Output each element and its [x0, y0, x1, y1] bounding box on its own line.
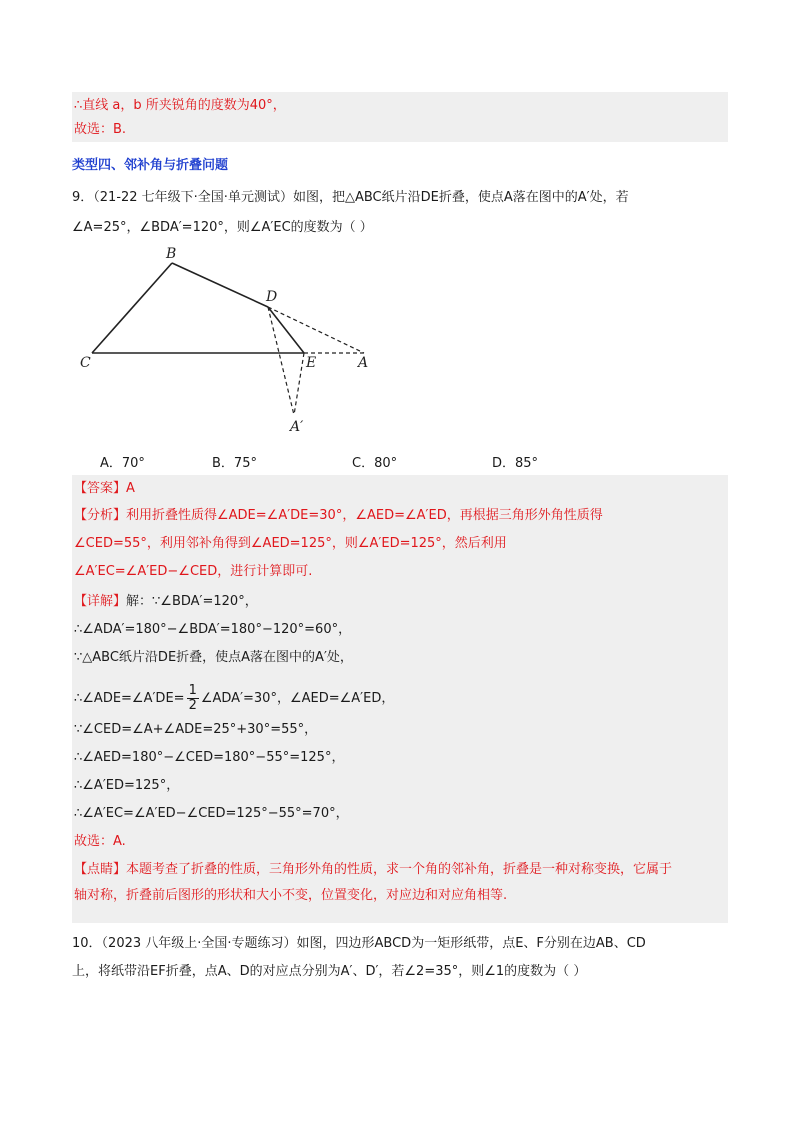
step-1: ∴∠ADA′=180°−∠BDA′=180°−120°=60°，: [74, 622, 352, 637]
label-d: D: [266, 289, 278, 305]
detail-intro-text: 解：∵∠BDA′=120°，: [126, 594, 258, 609]
q9-option-d: D．85°: [492, 456, 539, 471]
analysis-line2: ∠CED=55°，利用邻补角得到∠AED=125°，则∠A′ED=125°，然后利用: [74, 536, 507, 551]
step-5: ∴∠AED=180°−∠CED=180°−55°=125°，: [74, 750, 345, 765]
previous-choice: 故选：B.: [74, 122, 127, 137]
q9-option-a: A．70°: [100, 456, 145, 471]
comment-line1: 【点睛】本题考查了折叠的性质，三角形外角的性质，求一个角的邻补角，折叠是一种对称变换，它属于: [74, 862, 673, 877]
label-a: A: [358, 355, 369, 371]
detail-intro: 【详解】解：∵∠BDA′=120°，: [74, 594, 258, 609]
comment-line2: 轴对称，折叠前后图形的形状和大小不变，位置变化，对应边和对应角相等.: [74, 888, 508, 903]
q10-stem-line1: 10．（2023 八年级上·全国·专题练习）如图，四边形ABCD为一矩形纸带，点E、F分别在边AB、CD: [72, 936, 646, 951]
label-e: E: [306, 355, 317, 371]
analysis-line3: ∠A′EC=∠A′ED−∠CED，进行计算即可.: [74, 564, 313, 579]
q9-option-b: B．75°: [212, 456, 257, 471]
section-title: 类型四、邻补角与折叠问题: [72, 158, 229, 173]
label-b: B: [166, 246, 177, 262]
q10-stem-line2: 上，将纸带沿EF折叠，点A、D的对应点分别为A′、D′，若∠2=35°，则∠1的度数为（ ）: [72, 964, 587, 979]
q9-triangle-figure: [72, 245, 392, 445]
label-c: C: [80, 355, 91, 371]
q9-option-c: C．80°: [352, 456, 398, 471]
step-6: ∴∠A′ED=125°，: [74, 778, 180, 793]
label-a-prime: A′: [290, 419, 304, 435]
q9-stem-line2: ∠A=25°，∠BDA′=120°，则∠A′EC的度数为（ ）: [72, 220, 373, 235]
analysis-line1: 【分析】利用折叠性质得∠ADE=∠A′DE=30°，∠AED=∠A′ED，再根据三角形外角性质得: [74, 508, 603, 523]
answer-line: 【答案】A: [74, 481, 135, 496]
previous-conclusion: ∴直线 a，b 所夹锐角的度数为40°，: [74, 98, 286, 113]
step-8: 故选：A.: [74, 834, 126, 849]
step-7: ∴∠A′EC=∠A′ED−∠CED=125°−55°=70°，: [74, 806, 349, 821]
step-3: ∴∠ADE=∠A′DE= $\frac{1}{2}$ ∠ADA′=30°，∠AED=∠A′ED，: [74, 683, 395, 713]
step-2: ∵△ABC纸片沿DE折叠，使点A落在图中的A′处，: [74, 650, 353, 665]
fraction-one-half: $\frac{1}{2}$: [188, 683, 197, 713]
step-4: ∵∠CED=∠A+∠ADE=25°+30°=55°，: [74, 722, 318, 737]
q9-stem-line1: 9．（21-22 七年级下·全国·单元测试）如图，把△ABC纸片沿DE折叠，使点A落在图中的A′处，若: [72, 190, 629, 205]
